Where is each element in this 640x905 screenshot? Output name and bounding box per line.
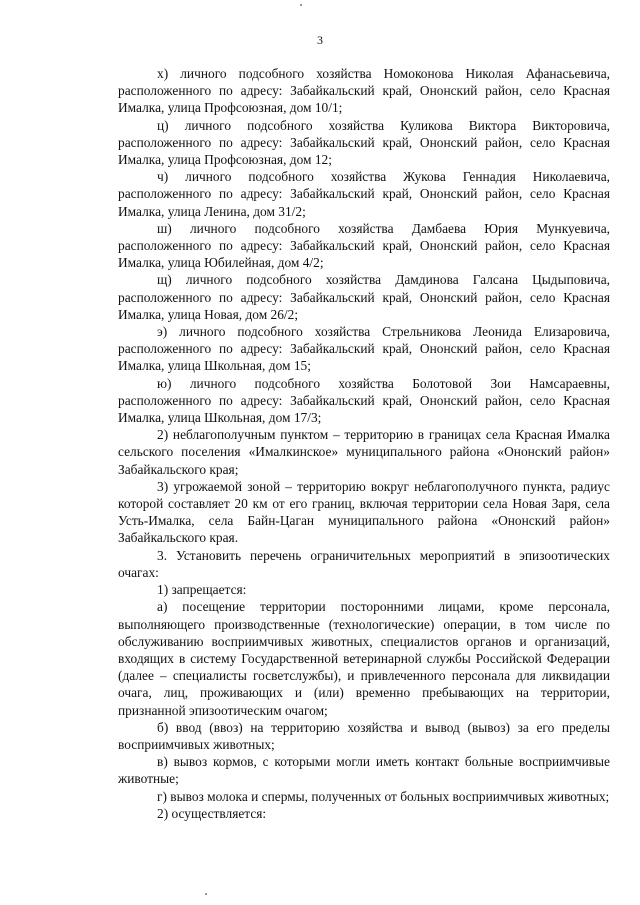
- document-body: [118, 65, 610, 822]
- paragraph-item-yu: ю) личного подсобного хозяйства Болотовой Зои Намсараевны, расположенного по адресу: Забайкальский край, Ононский район, село Красная Ималка, улица Школьная, дом 17/3;: [118, 375, 610, 426]
- paragraph-unfavorable-point: 2) неблагополучным пунктом – территорию в границах села Красная Ималка сельского поселения «Ималкинское» муниципального района «Ононский район» Забайкальского края;: [118, 427, 610, 477]
- paragraph-item-ch: ч) личного подсобного хозяйства Жукова Геннадия Николаевича, расположенного по адресу: Забайкальский край, Ононский район, село Красная Ималка, улица Ленина, дом 31/2;: [118, 169, 610, 219]
- paragraph-item-g: г) вывоз молока и спермы, полученных от больных восприимчивых животных;: [157, 788, 610, 804]
- paragraph-item-shch: щ) личного подсобного хозяйства Дамдинова Галсана Цыдыповича, расположенного по адресу: Забайкальский край, Ононский район, село Красная Ималка, улица Новая, дом 26/2;: [118, 272, 610, 322]
- paragraph-threatened-zone: 3) угрожаемой зоной – территорию вокруг неблагополучного пункта, радиус которой составляет 20 км от его границ, включая территории села Новая Заря, села Усть-Ималка, села Байн-Цаган муниципального района «Ононский район» Забайкальского края.: [118, 478, 610, 546]
- paragraph-item-b: б) ввод (ввоз) на территорию хозяйства и вывод (вывоз) за его пределы восприимчивых животных;: [118, 719, 610, 752]
- paragraph-item-ts: ц) личного подсобного хозяйства Куликова Виктора Викторовича, расположенного по адресу: Забайкальский край, Ононский район, село Красная Ималка, улица Профсоюзная, дом 12;: [118, 117, 610, 168]
- paragraph-item-v: в) вывоз кормов, с которыми могли иметь контакт больные восприимчивые животные;: [118, 754, 610, 787]
- paragraph-item-sh: ш) личного подсобного хозяйства Дамбаева Юрия Мункуевича, расположенного по адресу: Забайкальский край, Ононский район, село Красная Ималка, улица Юбилейная, дом 4/2;: [118, 220, 610, 271]
- scan-speck-top: [300, 4, 302, 6]
- paragraph-section-3: 3. Установить перечень ограничительных мероприятий в эпизоотических очагах:: [118, 547, 610, 580]
- scan-speck-bottom: [205, 893, 207, 895]
- page-number: 3: [317, 33, 323, 47]
- paragraph-carried-out: 2) осуществляется:: [157, 805, 267, 821]
- paragraph-item-kh: х) личного подсобного хозяйства Номоконова Николая Афанасьевича, расположенного по адресу: Забайкальский край, Ононский район, село Красная Ималка, улица Профсоюзная, дом 10/1;: [118, 66, 610, 116]
- paragraph-item-e: э) личного подсобного хозяйства Стрельникова Леонида Елизаровича, расположенного по адресу: Забайкальский край, Ононский район, село Красная Ималка, улица Школьная, дом 15;: [118, 324, 610, 374]
- paragraph-prohibited: 1) запрещается:: [157, 582, 247, 598]
- paragraph-item-a: а) посещение территории посторонними лицами, кроме персонала, выполняющего производственные (технологические) операции, в том числе по обслуживанию восприимчивых животных, специалистов органов и организаций, входящих в систему Государственной ветеринарной службы Российской Федерации (далее – специалисты госветслужбы), и привлеченного персонала для ликвидации очага, лиц, проживающих и (или) временно пребывающих на территории, признанной эпизоотическим очагом;: [118, 599, 610, 718]
